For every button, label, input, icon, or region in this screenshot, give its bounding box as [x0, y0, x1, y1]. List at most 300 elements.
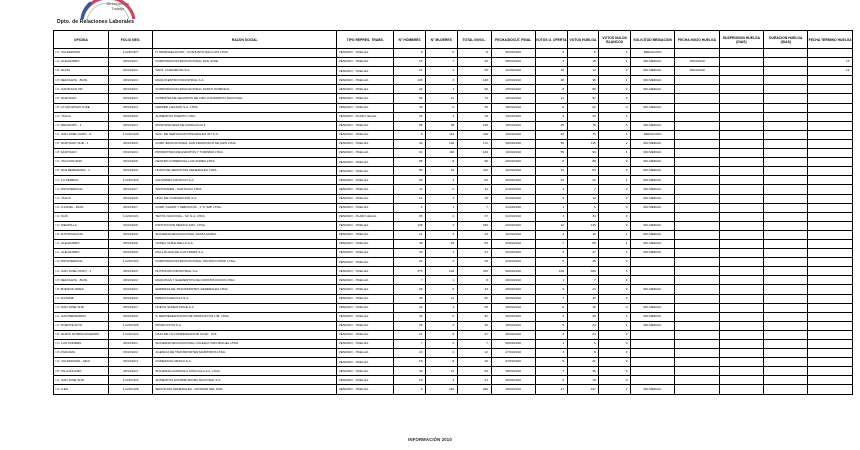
- cell-suspension-huelga: [719, 203, 763, 212]
- cell-votos-nulos-blancos: 0: [599, 276, 631, 285]
- cell-folio: 08/2010/7: [108, 303, 152, 312]
- cell-votos-huelga: 6: [567, 203, 599, 212]
- cell-hombres: 24: [394, 258, 426, 267]
- cell-suspension-huelga: [719, 76, 763, 85]
- col-header-mujeres: N° MUJERES: [425, 31, 457, 49]
- cell-duracion-huelga: [764, 130, 808, 139]
- cell-votos-nulos-blancos: 3: [599, 121, 631, 130]
- cell-razon-social: ALIMENTOS PUERTO LTDA.: [153, 112, 337, 121]
- cell-tipo-representacion: VENCIDO - HUELGA: [337, 221, 394, 230]
- cell-mujeres: 21: [425, 367, 457, 376]
- cell-solicitud-mediacion: SIN MEDIAC.: [630, 249, 674, 258]
- cell-total-involucrados: 37: [457, 212, 491, 221]
- cell-hombres: 35: [394, 212, 426, 221]
- cell-hombres: 18: [394, 358, 426, 367]
- cell-suspension-huelga: [719, 294, 763, 303]
- cell-solicitud-mediacion: SIN MEDIAC.: [630, 176, 674, 185]
- table-row: [54, 112, 853, 121]
- cell-oficina: I.C. RENGO/PL - 1: [54, 121, 109, 130]
- cell-fecha-documento-final: 26/01/2010: [491, 285, 535, 294]
- cell-suspension-huelga: [719, 303, 763, 312]
- cell-votos-nulos-blancos: 0: [599, 112, 631, 121]
- cell-tipo-representacion: VENCIDO - PLAZO LEGAL: [337, 212, 394, 221]
- cell-fecha-documento-final: 26/01/2010: [491, 312, 535, 321]
- cell-oficina: I.C. ALEJANDRO: [54, 58, 109, 67]
- cell-razon-social: FRESH AGRICOLA S.A.: [153, 294, 337, 303]
- cell-fecha-termino-huelga: [808, 230, 853, 239]
- cell-votos-nulos-blancos: 0: [599, 340, 631, 349]
- cell-fecha-inicio-huelga: [675, 367, 719, 376]
- cell-fecha-documento-final: 20/01/2010: [491, 158, 535, 167]
- col-header-folio: FOLIO NEG.: [108, 31, 152, 49]
- cell-fecha-termino-huelga: [808, 276, 853, 285]
- cell-fecha-inicio-huelga: [675, 112, 719, 121]
- cell-votos-ultima-oferta: 7: [535, 294, 567, 303]
- cell-mujeres: 21: [425, 94, 457, 103]
- cell-fecha-inicio-huelga: [675, 285, 719, 294]
- cell-suspension-huelga: [719, 349, 763, 358]
- cell-tipo-representacion: VENCIDO - HUELGA: [337, 303, 394, 312]
- cell-duracion-huelga: [764, 249, 808, 258]
- cell-fecha-termino-huelga: [808, 212, 853, 221]
- cell-folio: 09/2010/5: [108, 221, 152, 230]
- cell-mujeres: 7: [425, 58, 457, 67]
- cell-solicitud-mediacion: [630, 330, 674, 339]
- cell-folio: 09/2010/4: [108, 149, 152, 158]
- cell-total-involucrados: 33: [457, 285, 491, 294]
- cell-fecha-documento-final: 18/01/2010: [491, 94, 535, 103]
- cell-votos-huelga: 46: [567, 367, 599, 376]
- cell-fecha-documento-final: 26/01/2010: [491, 267, 535, 276]
- footer-note: INFORMACIÓN 2010: [408, 437, 452, 442]
- cell-votos-nulos-blancos: 1: [599, 230, 631, 239]
- cell-razon-social: AGENCIA DE TRANSPORTES MARITIMOS LTDA.: [153, 349, 337, 358]
- cell-razon-social: FERRER LIZCANO S.A. LTDA.: [153, 103, 337, 112]
- table-row: [54, 312, 853, 321]
- cell-solicitud-mediacion: SIN MEDIAC.: [630, 67, 674, 76]
- cell-total-involucrados: 118: [457, 130, 491, 139]
- cell-fecha-inicio-huelga: [675, 258, 719, 267]
- cell-votos-ultima-oferta: 2: [535, 376, 567, 385]
- cell-fecha-inicio-huelga: [675, 139, 719, 148]
- table-row: [54, 85, 853, 94]
- cell-hombres: 28: [394, 321, 426, 330]
- cell-fecha-termino-huelga: [808, 267, 853, 276]
- cell-fecha-documento-final: 22/01/2010: [491, 230, 535, 239]
- cell-solicitud-mediacion: SIN MEDIAC.: [630, 121, 674, 130]
- cell-razon-social: PROMOTORA DE EVENTOS Y TURISMO LTDA.: [153, 149, 337, 158]
- cell-votos-huelga: 14: [567, 67, 599, 76]
- cell-oficina: I.C. ESTAMB: [54, 294, 109, 303]
- cell-total-involucrados: 149: [457, 149, 491, 158]
- cell-hombres: 6: [394, 385, 426, 394]
- cell-votos-huelga: 115: [567, 139, 599, 148]
- cell-hombres: 31: [394, 149, 426, 158]
- cell-suspension-huelga: [719, 230, 763, 239]
- cell-mujeres: 240: [425, 385, 457, 394]
- cell-mujeres: 3: [425, 194, 457, 203]
- cell-razon-social: INSTITUCION MEDICA SOC. LTDA.: [153, 221, 337, 230]
- cell-total-involucrados: 172: [457, 139, 491, 148]
- cell-fecha-inicio-huelga: [675, 94, 719, 103]
- cell-tipo-representacion: VENCIDO - HUELGA: [337, 276, 394, 285]
- cell-duracion-huelga: [764, 158, 808, 167]
- cell-fecha-termino-huelga: [808, 312, 853, 321]
- cell-total-involucrados: 50: [457, 294, 491, 303]
- cell-fecha-termino-huelga: [808, 103, 853, 112]
- cell-fecha-documento-final: 19/01/2010: [491, 149, 535, 158]
- cell-total-involucrados: 27: [457, 330, 491, 339]
- cell-mujeres: 1: [425, 203, 457, 212]
- cell-folio: 08/2010/4: [108, 103, 152, 112]
- cell-votos-ultima-oferta: 4: [535, 249, 567, 258]
- cell-fecha-inicio-huelga: [675, 239, 719, 248]
- cell-total-involucrados: 26: [457, 303, 491, 312]
- cell-hombres: 8: [394, 49, 426, 58]
- cell-votos-huelga: 83: [567, 167, 599, 176]
- cell-fecha-inicio-huelga: [675, 249, 719, 258]
- cell-oficina: I.P. TALCAHUANO: [54, 367, 109, 376]
- cell-suspension-huelga: [719, 130, 763, 139]
- cell-folio: 08/2010/1: [108, 340, 152, 349]
- table-row: [54, 58, 853, 67]
- col-header-votos-huelga: VOTOS HUELGA: [567, 31, 599, 49]
- cell-votos-huelga: 28: [567, 312, 599, 321]
- col-header-fecha-documento-final: FECHA/DOCUT. FINAL: [491, 31, 535, 49]
- cell-solicitud-mediacion: SIN MEDIAC.: [630, 194, 674, 203]
- cell-hombres: 21: [394, 67, 426, 76]
- cell-fecha-inicio-huelga: [675, 103, 719, 112]
- cell-suspension-huelga: [719, 112, 763, 121]
- cell-razon-social: SOCIEDAD EDUCACIONAL SANTA MARIA.: [153, 230, 337, 239]
- cell-tipo-representacion: VENCIDO - HUELGA: [337, 185, 394, 194]
- table-row: [54, 167, 853, 176]
- cell-votos-nulos-blancos: 0: [599, 85, 631, 94]
- cell-duracion-huelga: [764, 367, 808, 376]
- cell-folio: 1-0/2010/6: [108, 321, 152, 330]
- cell-fecha-inicio-huelga: [675, 130, 719, 139]
- cell-solicitud-mediacion: SIN MEDIAC.: [630, 321, 674, 330]
- cell-razon-social: SOCIEDAD EDUCACIONAL COLEGIO SAN MIGUEL LTDA.: [153, 340, 337, 349]
- table-row: [54, 67, 853, 76]
- cell-total-involucrados: 150: [457, 221, 491, 230]
- cell-solicitud-mediacion: [630, 94, 674, 103]
- cell-solicitud-mediacion: SIN MEDIAC.: [630, 103, 674, 112]
- cell-fecha-termino-huelga: [808, 239, 853, 248]
- cell-mujeres: 8: [425, 158, 457, 167]
- cell-fecha-inicio-huelga: [675, 340, 719, 349]
- logo-caption-line2: Trabajo: [111, 6, 125, 11]
- cell-mujeres: 2: [425, 349, 457, 358]
- cell-mujeres: 0: [425, 103, 457, 112]
- data-table-container: [53, 30, 853, 395]
- cell-total-involucrados: 25: [457, 67, 491, 76]
- cell-fecha-termino-huelga: [808, 49, 853, 58]
- cell-fecha-documento-final: 28/01/2010: [491, 367, 535, 376]
- cell-tipo-representacion: VENCIDO - HUELGA: [337, 312, 394, 321]
- cell-hombres: 38: [394, 239, 426, 248]
- cell-razon-social: COMPAÑIA DE SEGUROS DE VIDA CONSORCIO NACIONAL.: [153, 94, 337, 103]
- cell-duracion-huelga: [764, 121, 808, 130]
- table-row: [54, 94, 853, 103]
- col-header-solicitud-mediacion: SOLICITUD MEDIACION: [630, 31, 674, 49]
- cell-fecha-documento-final: 22/01/2010: [491, 258, 535, 267]
- cell-tipo-representacion: VENCIDO - HUELGA: [337, 285, 394, 294]
- cell-razon-social: D. REMODELACION - CONJUNTO SAN LUIS LTDA.: [153, 49, 337, 58]
- cell-razon-social: ALIMENTOS DISTRIBUIDORA NACIONAL S.A.: [153, 376, 337, 385]
- cell-duracion-huelga: [764, 58, 808, 67]
- cell-oficina: I.P. ATACAMA: [54, 349, 109, 358]
- table-row: [54, 185, 853, 194]
- cell-votos-nulos-blancos: 0: [599, 203, 631, 212]
- cell-votos-ultima-oferta: 48: [535, 76, 567, 85]
- col-header-duracion-huelga: DURACION HUELGA (DIAS): [764, 31, 808, 49]
- cell-suspension-huelga: [719, 385, 763, 394]
- cell-suspension-huelga: [719, 358, 763, 367]
- cell-total-involucrados: 148: [457, 76, 491, 85]
- table-row: [54, 212, 853, 221]
- cell-hombres: 22: [394, 303, 426, 312]
- cell-tipo-representacion: VENCIDO - HUELGA: [337, 49, 394, 58]
- cell-razon-social: SOCIEDAD AGRICOLA CHIGUALA S.A. LTDA.: [153, 367, 337, 376]
- cell-duracion-huelga: [764, 49, 808, 58]
- cell-tipo-representacion: VENCIDO - HUELGA: [337, 376, 394, 385]
- cell-tipo-representacion: VENCIDO - HUELGA: [337, 176, 394, 185]
- cell-oficina: I.C. SUR: [54, 212, 109, 221]
- cell-oficina: I.C. TALCAHUANO: [54, 158, 109, 167]
- cell-suspension-huelga: [719, 67, 763, 76]
- cell-tipo-representacion: VENCIDO - HUELGA: [337, 230, 394, 239]
- cell-folio: 09/2010/2: [108, 67, 152, 76]
- table-row: [54, 176, 853, 185]
- cell-fecha-termino-huelga: [808, 203, 853, 212]
- cell-duracion-huelga: [764, 76, 808, 85]
- cell-votos-huelga: 7: [567, 185, 599, 194]
- table-row: [54, 303, 853, 312]
- cell-fecha-termino-huelga: [808, 321, 853, 330]
- cell-total-involucrados: 7: [457, 340, 491, 349]
- cell-votos-ultima-oferta: 9: [535, 285, 567, 294]
- cell-suspension-huelga: [719, 249, 763, 258]
- cell-solicitud-mediacion: MEDIACION: [630, 49, 674, 58]
- table-row: [54, 294, 853, 303]
- table-row: [54, 121, 853, 130]
- cell-fecha-termino-huelga: [808, 349, 853, 358]
- cell-razon-social: EMPRESA DE TRANSPORTES GENERALES LTDA.: [153, 285, 337, 294]
- cell-mujeres: 4: [425, 303, 457, 312]
- cell-total-involucrados: 246: [457, 385, 491, 394]
- cell-solicitud-mediacion: [630, 376, 674, 385]
- cell-razon-social: COMERCIAL PESCA S.A.: [153, 358, 337, 367]
- cell-fecha-inicio-huelga: [675, 221, 719, 230]
- cell-fecha-documento-final: 06/01/2010: [491, 49, 535, 58]
- cell-votos-huelga: 24: [567, 330, 599, 339]
- cell-votos-ultima-oferta: 1: [535, 276, 567, 285]
- cell-votos-huelga: 19: [567, 230, 599, 239]
- cell-razon-social: COPEC CHILE RELLA S.A.: [153, 239, 337, 248]
- cell-oficina: I.C. ALEJANDRO: [54, 239, 109, 248]
- cell-suspension-huelga: [719, 139, 763, 148]
- cell-hombres: 88: [394, 121, 426, 130]
- cell-votos-huelga: 197: [567, 385, 599, 394]
- cell-tipo-representacion: VENCIDO - HUELGA: [337, 321, 394, 330]
- cell-suspension-huelga: [719, 58, 763, 67]
- table-row: [54, 194, 853, 203]
- cell-duracion-huelga: [764, 321, 808, 330]
- col-header-votos-ultima-oferta: VOTOS U. OFERTA: [535, 31, 567, 49]
- cell-hombres: 32: [394, 312, 426, 321]
- cell-hombres: 145: [394, 76, 426, 85]
- cell-tipo-representacion: VENCIDO - HUELGA: [337, 385, 394, 394]
- cell-mujeres: 34: [425, 167, 457, 176]
- cell-votos-huelga: 20: [567, 112, 599, 121]
- cell-suspension-huelga: [719, 149, 763, 158]
- cell-votos-nulos-blancos: 1: [599, 58, 631, 67]
- cell-votos-nulos-blancos: 0: [599, 158, 631, 167]
- cell-fecha-documento-final: 26/01/2010: [491, 321, 535, 330]
- table-row: [54, 249, 853, 258]
- cell-solicitud-mediacion: SIN MEDIAC.: [630, 139, 674, 148]
- cell-fecha-documento-final: 21/01/2010: [491, 194, 535, 203]
- cell-duracion-huelga: [764, 230, 808, 239]
- cell-oficina: I.P. SANTO DOMINGO/CERRO: [54, 330, 109, 339]
- cell-oficina: I.C. SAN JOSE OCHO - 6: [54, 130, 109, 139]
- cell-fecha-documento-final: 08/01/2010: [491, 58, 535, 67]
- cell-fecha-inicio-huelga: [675, 121, 719, 130]
- cell-votos-nulos-blancos: 0: [599, 167, 631, 176]
- table-row: [54, 285, 853, 294]
- cell-votos-huelga: 18: [567, 58, 599, 67]
- cell-fecha-documento-final: 19/01/2010: [491, 130, 535, 139]
- table-row: [54, 139, 853, 148]
- table-row: [54, 376, 853, 385]
- cell-votos-ultima-oferta: 4: [535, 230, 567, 239]
- cell-suspension-huelga: [719, 158, 763, 167]
- cell-folio: 08/2010/9: [108, 249, 152, 258]
- cell-suspension-huelga: [719, 167, 763, 176]
- cell-votos-nulos-blancos: 0: [599, 303, 631, 312]
- cell-folio: 08/2010/2: [108, 85, 152, 94]
- cell-fecha-termino-huelga: [808, 303, 853, 312]
- cell-mujeres: 25: [425, 239, 457, 248]
- table-row: [54, 267, 853, 276]
- cell-razon-social: CENTRO COMERCIAL LOS ANDES LTDA.: [153, 158, 337, 167]
- cell-folio: 08/2010/8: [108, 194, 152, 203]
- cell-solicitud-mediacion: [630, 258, 674, 267]
- cell-hombres: 5: [394, 130, 426, 139]
- cell-votos-ultima-oferta: 12: [535, 221, 567, 230]
- cell-duracion-huelga: [764, 103, 808, 112]
- cell-mujeres: 0: [425, 312, 457, 321]
- cell-oficina: I.C. VALPARAISO - MAC: [54, 358, 109, 367]
- cell-votos-ultima-oferta: 42: [535, 130, 567, 139]
- cell-votos-huelga: 21: [567, 358, 599, 367]
- cell-hombres: 21: [394, 330, 426, 339]
- cell-fecha-documento-final: 19/01/2010: [491, 121, 535, 130]
- cell-total-involucrados: 415: [457, 267, 491, 276]
- cell-hombres: 32: [394, 367, 426, 376]
- col-header-total-involucrados: TOTAL INVOL.: [457, 31, 491, 49]
- cell-razon-social: CAJA DE LA COMPENSACION CCAF - CHI.: [153, 330, 337, 339]
- cell-suspension-huelga: [719, 267, 763, 276]
- negotiations-table: [53, 30, 853, 395]
- cell-hombres: 42: [394, 139, 426, 148]
- cell-suspension-huelga: [719, 94, 763, 103]
- cell-hombres: 7: [394, 340, 426, 349]
- cell-fecha-inicio-huelga: [675, 158, 719, 167]
- cell-fecha-termino-huelga: [808, 130, 853, 139]
- col-header-hombres: N° HOMBRES: [394, 31, 426, 49]
- cell-suspension-huelga: [719, 340, 763, 349]
- cell-total-involucrados: 8: [457, 276, 491, 285]
- cell-razon-social: SERVICIOS GENERALES - DIVISION DEL SUR.: [153, 385, 337, 394]
- col-header-fecha-inicio-huelga: FECHA INICIO HUELGA: [675, 31, 719, 49]
- cell-duracion-huelga: [764, 67, 808, 76]
- cell-votos-huelga: 26: [567, 258, 599, 267]
- cell-total-involucrados: 8: [457, 49, 491, 58]
- table-row: [54, 158, 853, 167]
- cell-votos-nulos-blancos: 0: [599, 194, 631, 203]
- cell-duracion-huelga: [764, 285, 808, 294]
- cell-fecha-termino-huelga: [808, 112, 853, 121]
- cell-suspension-huelga: [719, 103, 763, 112]
- cell-votos-huelga: 88: [567, 158, 599, 167]
- cell-votos-ultima-oferta: 1: [535, 340, 567, 349]
- table-row: [54, 330, 853, 339]
- cell-duracion-huelga: [764, 221, 808, 230]
- cell-votos-ultima-oferta: 3: [535, 58, 567, 67]
- cell-folio: 08/2010/3: [108, 76, 152, 85]
- cell-fecha-inicio-huelga: 15/01/2010: [675, 67, 719, 76]
- cell-votos-ultima-oferta: 1: [535, 203, 567, 212]
- cell-hombres: 88: [394, 158, 426, 167]
- cell-duracion-huelga: [764, 330, 808, 339]
- cell-razon-social: CORP. CLARO Y SERVICIOS - T. S. IMP. LTDA.: [153, 203, 337, 212]
- cell-mujeres: 4: [425, 112, 457, 121]
- cell-fecha-documento-final: 20/01/2010: [491, 176, 535, 185]
- cell-tipo-representacion: VENCIDO - HUELGA: [337, 130, 394, 139]
- cell-folio: 09/2010/2: [108, 285, 152, 294]
- cell-votos-nulos-blancos: 0: [599, 330, 631, 339]
- cell-mujeres: 2: [425, 258, 457, 267]
- cell-votos-huelga: 27: [567, 249, 599, 258]
- cell-oficina: I.P. BUENOS AIRES: [54, 285, 109, 294]
- cell-oficina: I.P. SALTA: [54, 67, 109, 76]
- cell-duracion-huelga: [764, 340, 808, 349]
- cell-votos-ultima-oferta: 5: [535, 194, 567, 203]
- cell-hombres: 92: [394, 85, 426, 94]
- cell-hombres: 60: [394, 176, 426, 185]
- table-row: [54, 49, 853, 58]
- table-row: [54, 221, 853, 230]
- cell-mujeres: 0: [425, 49, 457, 58]
- cell-fecha-documento-final: 27/01/2010: [491, 349, 535, 358]
- cell-total-involucrados: 126: [457, 121, 491, 130]
- cell-fecha-documento-final: 20/01/2010: [491, 167, 535, 176]
- cell-votos-huelga: 88: [567, 85, 599, 94]
- cell-hombres: 21: [394, 230, 426, 239]
- cell-hombres: 11: [394, 185, 426, 194]
- cell-solicitud-mediacion: [630, 358, 674, 367]
- cell-tipo-representacion: VENCIDO - HUELGA: [337, 67, 394, 76]
- cell-fecha-inicio-huelga: [675, 376, 719, 385]
- cell-fecha-documento-final: 18/01/2010: [491, 103, 535, 112]
- cell-oficina: I.P. LA CRUZ/SAN JOSE: [54, 103, 109, 112]
- cell-votos-nulos-blancos: 0: [599, 312, 631, 321]
- cell-fecha-inicio-huelga: [675, 230, 719, 239]
- cell-fecha-documento-final: 22/01/2010: [491, 221, 535, 230]
- cell-solicitud-mediacion: MEDIACION: [630, 130, 674, 139]
